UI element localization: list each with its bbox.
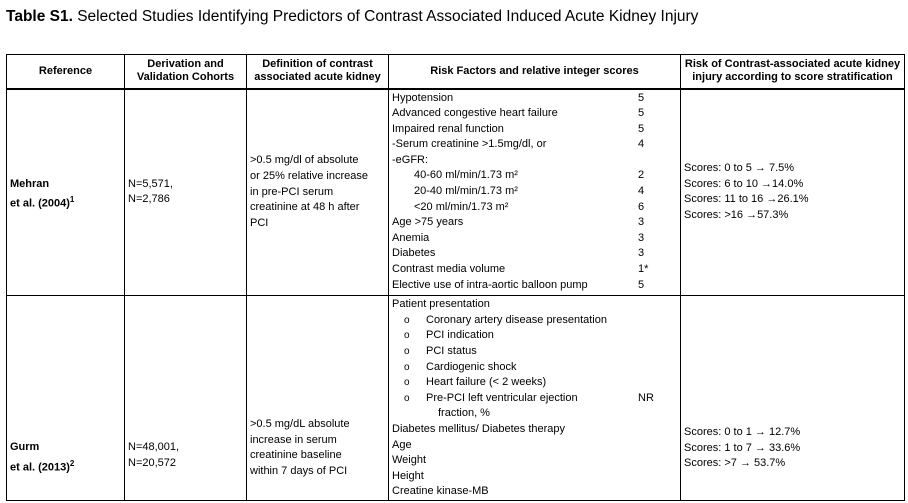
risk-factor-row: [392, 246, 660, 262]
scores-cell: [681, 89, 905, 296]
studies-table: [6, 54, 905, 501]
risk-factor-row: [392, 484, 660, 500]
risk-factor-row: [392, 438, 660, 454]
risk-factor-row: [392, 91, 660, 107]
definition-cell: [247, 296, 389, 501]
header-risk-line: injury according to score stratification: [692, 71, 893, 84]
risk-factor-row: [392, 137, 660, 153]
score-line: Scores: >16 →57.3%: [684, 208, 789, 221]
risk-factor-score: NR: [638, 391, 654, 404]
cohort-line: N=2,786: [128, 193, 170, 206]
caption-label: Table S1.: [6, 8, 73, 25]
risk-factor-score: 2: [638, 169, 645, 182]
risk-factor-label: Creatine kinase-MB: [392, 485, 489, 498]
risk-factor-label: Height: [392, 469, 424, 482]
definition-cell: [247, 89, 389, 296]
definition-line: PCI: [250, 216, 269, 229]
risk-factor-label: Diabetes mellitus/ Diabetes therapy: [392, 422, 566, 435]
risk-factors-cell: [389, 89, 681, 296]
score-line: Scores: 0 to 1 → 12.7%: [684, 426, 801, 439]
risk-factor-label: o Heart failure (< 2 weeks): [392, 375, 638, 391]
risk-factor-row: [392, 406, 660, 422]
table-row: [7, 296, 905, 501]
cohorts-cell: [125, 89, 247, 296]
caption-text: Selected Studies Identifying Predictors of Contrast Associated Induced Acute Kidney Injury: [72, 8, 699, 25]
header-risk-factors: Risk Factors and relative integer scores: [389, 55, 681, 89]
score-line: Scores: 0 to 5 → 7.5%: [684, 162, 795, 175]
risk-factor-score: 3: [638, 231, 645, 244]
header-definition-line: Definition of contrast: [262, 57, 373, 70]
risk-factor-row: [392, 231, 660, 247]
risk-factor-label: -Serum creatinine >1.5mg/dl, or: [392, 138, 547, 151]
risk-factor-row: [392, 106, 660, 122]
table-row: [7, 89, 905, 296]
risk-factor-row: [392, 469, 660, 485]
risk-factor-row: [392, 262, 660, 278]
risk-factor-row: [392, 344, 660, 360]
risk-factor-label: Contrast media volume: [392, 263, 506, 276]
risk-factor-row: [392, 453, 660, 469]
risk-factor-label: o Cardiogenic shock: [392, 360, 638, 376]
risk-factor-row: [392, 422, 660, 438]
reference-line: et al. (2013): [10, 461, 70, 474]
header-risk: [681, 55, 905, 89]
risk-factor-row: [392, 375, 660, 391]
risk-factor-list: [392, 297, 660, 500]
header-definition: [247, 55, 389, 89]
risk-factor-score: 4: [638, 185, 645, 198]
header-reference: Reference: [7, 55, 125, 89]
risk-factor-label: Impaired renal function: [392, 122, 504, 135]
risk-factor-row: [392, 200, 660, 216]
reference-cell: [7, 296, 125, 501]
score-line: Scores: >7 → 53.7%: [684, 457, 786, 470]
reference-line: Mehran: [10, 177, 50, 190]
risk-factor-label: Diabetes: [392, 247, 436, 260]
cohort-line: N=48,001,: [128, 441, 180, 454]
reference-superscript: 2: [69, 458, 75, 468]
risk-factor-score: 4: [638, 138, 645, 151]
risk-factor-row: [392, 168, 660, 184]
risk-factor-row: [392, 328, 660, 344]
header-cohorts-line: Derivation and: [147, 57, 224, 70]
definition-line: increase in serum: [250, 433, 337, 446]
score-line: Scores: 1 to 7 → 33.6%: [684, 441, 801, 454]
definition-line: creatinine at 48 h after: [250, 201, 360, 214]
cohorts-cell: [125, 296, 247, 501]
risk-factor-row: [392, 360, 660, 376]
risk-factor-label: Advanced congestive heart failure: [392, 107, 558, 120]
header-cohorts: [125, 55, 247, 89]
definition-line: or 25% relative increase: [250, 169, 369, 182]
definition-line: creatinine baseline: [250, 449, 342, 462]
header-definition-line: associated acute kidney: [254, 71, 381, 84]
risk-factor-label: o PCI indication: [392, 328, 638, 344]
definition-line: >0.5 mg/dL absolute: [250, 418, 350, 431]
header-cohorts-line: Validation Cohorts: [136, 71, 235, 84]
header-risk-line: Risk of Contrast-associated acute kidney: [684, 57, 901, 70]
reference-line: et al. (2004): [10, 198, 70, 211]
risk-factor-label: Age >75 years: [392, 216, 464, 229]
risk-factor-label: Weight: [392, 454, 427, 467]
risk-factor-score: 3: [638, 247, 645, 260]
risk-factor-score: 1*: [638, 263, 649, 276]
score-line: Scores: 11 to 16 →26.1%: [684, 193, 809, 206]
table-caption: [6, 8, 698, 26]
definition-line: within 7 days of PCI: [250, 465, 348, 477]
risk-factor-label: Hypotension: [392, 91, 454, 104]
risk-factor-row: [392, 391, 660, 407]
definition-line: in pre-PCI serum: [250, 185, 334, 198]
risk-factor-label: o Coronary artery disease presentation: [392, 313, 638, 329]
risk-factor-row: [392, 313, 660, 329]
definition-line: >0.5 mg/dl of absolute: [250, 154, 359, 167]
risk-factor-label: fraction, %: [438, 407, 490, 420]
header-row: [7, 55, 905, 89]
risk-factor-label: Elective use of intra-aortic balloon pump: [392, 278, 588, 291]
risk-factor-row: [392, 215, 660, 231]
risk-factor-row: [392, 153, 660, 169]
risk-factor-score: 5: [638, 278, 645, 291]
risk-factor-label: <20 ml/min/1.73 m²: [414, 200, 509, 213]
scores-cell: [681, 296, 905, 501]
risk-factor-row: [392, 297, 660, 313]
risk-factor-label: o Pre-PCI left ventricular ejection: [392, 391, 638, 407]
reference-superscript: 1: [69, 195, 75, 205]
risk-factor-score: 5: [638, 122, 645, 135]
risk-factor-label: Patient presentation: [392, 298, 490, 311]
risk-factor-row: [392, 184, 660, 200]
reference-line: Gurm: [10, 441, 40, 454]
reference-cell: [7, 89, 125, 296]
cohort-line: N=20,572: [128, 456, 177, 469]
risk-factor-label: o PCI status: [392, 344, 638, 360]
risk-factors-cell: [389, 296, 681, 501]
risk-factor-row: [392, 122, 660, 138]
risk-factor-score: 6: [638, 200, 645, 213]
cohort-line: N=5,571,: [128, 177, 173, 190]
risk-factor-label: 20-40 ml/min/1.73 m²: [414, 185, 518, 198]
risk-factor-score: 5: [638, 91, 645, 104]
risk-factor-row: [392, 278, 660, 294]
risk-factor-score: 5: [638, 107, 645, 120]
risk-factor-label: -eGFR:: [392, 153, 429, 166]
risk-factor-list: [392, 91, 660, 294]
risk-factor-score: 3: [638, 216, 645, 229]
risk-factor-label: Anemia: [392, 231, 430, 244]
risk-factor-label: 40-60 ml/min/1.73 m²: [414, 169, 518, 182]
risk-factor-label: Age: [392, 438, 412, 451]
score-line: Scores: 6 to 10 →14.0%: [684, 177, 804, 190]
